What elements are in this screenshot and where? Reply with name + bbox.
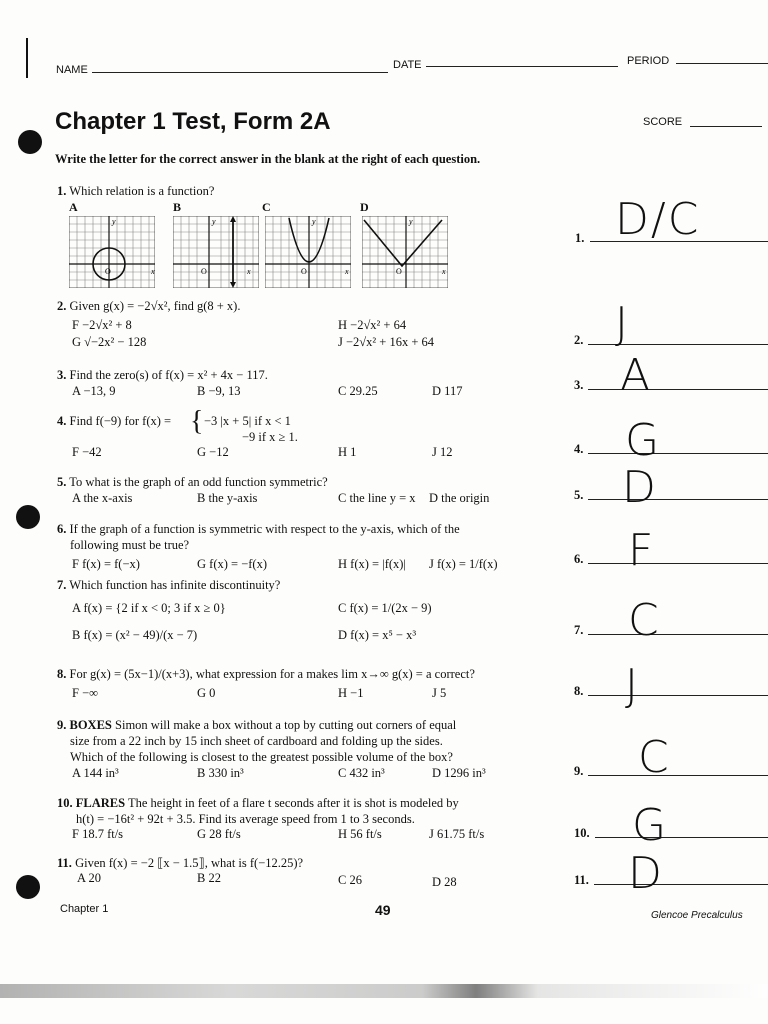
q8-option-f: F −∞ xyxy=(72,686,99,700)
answer-9-handwritten: C xyxy=(638,732,671,783)
q4-option-f: F −42 xyxy=(72,445,102,459)
answer-number-1: 1. xyxy=(575,231,585,245)
question-9-line-2: size from a 22 inch by 15 inch sheet of cardboard and folding up the sides. xyxy=(70,734,443,748)
footer-publisher: Glencoe Precalculus xyxy=(651,910,743,921)
answer-8-handwritten: J xyxy=(625,660,640,711)
q3-option-d: D 117 xyxy=(432,384,463,398)
date-label: DATE xyxy=(393,59,422,71)
q8-option-j: J 5 xyxy=(432,686,447,700)
graph-a-circle xyxy=(69,216,155,288)
graph-label-d: D xyxy=(360,200,369,214)
svg-text:O: O xyxy=(301,267,307,276)
graph-b-vertical-lines xyxy=(173,216,259,288)
svg-text:O: O xyxy=(105,267,111,276)
q9-option-b: B 330 in³ xyxy=(197,766,244,780)
svg-text:x: x xyxy=(345,267,349,276)
svg-text:y: y xyxy=(112,217,116,226)
svg-text:O: O xyxy=(396,267,402,276)
q8-option-h: H −1 xyxy=(338,686,364,700)
left-edge-mark xyxy=(26,38,28,78)
page-title: Chapter 1 Test, Form 2A xyxy=(55,108,331,135)
q7-option-a: A f(x) = {2 if x < 0; 3 if x ≥ 0} xyxy=(72,601,226,615)
answer-blank-3[interactable] xyxy=(588,389,768,390)
q4-piece-2: −9 if x ≥ 1. xyxy=(242,430,298,444)
q11-option-c: C 26 xyxy=(338,873,362,887)
q7-option-b: B f(x) = (x² − 49)/(x − 7) xyxy=(72,628,198,642)
question-6: 6. If the graph of a function is symmetric with respect to the y-axis, which of the xyxy=(57,522,460,536)
question-5: 5. To what is the graph of an odd function symmetric? xyxy=(57,475,328,489)
binder-hole-middle xyxy=(16,505,40,529)
q9-option-c: C 432 in³ xyxy=(338,766,385,780)
answer-blank-9[interactable] xyxy=(588,775,768,776)
svg-text:O: O xyxy=(201,267,207,276)
answer-number-6: 6. xyxy=(574,552,584,566)
q9-option-d: D 1296 in³ xyxy=(432,766,486,780)
q3-option-a: A −13, 9 xyxy=(72,384,116,398)
name-label: NAME xyxy=(56,64,88,76)
q2-option-j: J −2√x² + 16x + 64 xyxy=(338,335,434,349)
q11-option-b: B 22 xyxy=(197,871,221,885)
answer-blank-10[interactable] xyxy=(595,837,768,838)
scan-edge-shadow xyxy=(0,984,768,998)
answer-blank-7[interactable] xyxy=(588,634,768,635)
score-label: SCORE xyxy=(643,116,683,128)
piecewise-brace: { xyxy=(190,406,204,437)
answer-number-7: 7. xyxy=(574,623,584,637)
svg-text:x: x xyxy=(247,267,251,276)
q11-option-d: D 28 xyxy=(432,875,457,889)
q5-option-a: A the x-axis xyxy=(72,491,133,505)
q11-option-a: A 20 xyxy=(77,871,101,885)
q2-option-h: H −2√x² + 64 xyxy=(338,318,407,332)
q10-option-f: F 18.7 ft/s xyxy=(72,827,124,841)
q6-option-g: G f(x) = −f(x) xyxy=(197,557,267,571)
answer-4-handwritten: G xyxy=(625,415,662,466)
q9-option-a: A 144 in³ xyxy=(72,766,119,780)
answer-number-4: 4. xyxy=(574,442,584,456)
answer-number-9: 9. xyxy=(574,764,584,778)
q3-option-b: B −9, 13 xyxy=(197,384,241,398)
answer-number-2: 2. xyxy=(574,333,584,347)
q6-option-h: H f(x) = |f(x)| xyxy=(338,557,406,571)
question-11: 11. Given f(x) = −2 ⟦x − 1.5⟧, what is f(−12.25)? xyxy=(57,856,304,870)
svg-text:x: x xyxy=(442,267,446,276)
graph-label-a: A xyxy=(69,200,78,214)
svg-text:y: y xyxy=(409,217,413,226)
graph-label-b: B xyxy=(173,200,182,214)
question-8: 8. For g(x) = (5x−1)/(x+3), what expression for a makes lim x→∞ g(x) = a correct? xyxy=(57,667,475,681)
binder-hole-top xyxy=(18,130,42,154)
answer-5-handwritten: D xyxy=(622,462,658,513)
q7-option-d: D f(x) = x⁵ − x³ xyxy=(338,628,417,642)
footer-page-number: 49 xyxy=(375,902,391,918)
answer-6-handwritten: F xyxy=(628,525,656,576)
question-1: 1. Which relation is a function? xyxy=(57,184,215,198)
question-10: 10. FLARES The height in feet of a flare t seconds after it is shot is modeled by xyxy=(57,796,459,810)
answer-7-handwritten: C xyxy=(628,595,661,646)
answer-blank-6[interactable] xyxy=(588,563,768,564)
question-3: 3. Find the zero(s) of f(x) = x² + 4x − 117. xyxy=(57,368,268,382)
answer-number-8: 8. xyxy=(574,684,584,698)
graph-c-parabola xyxy=(265,216,351,288)
date-field[interactable] xyxy=(426,66,618,67)
q10-option-h: H 56 ft/s xyxy=(338,827,382,841)
question-2: 2. Given g(x) = −2√x², find g(8 + x). xyxy=(57,299,241,313)
q4-option-g: G −12 xyxy=(197,445,229,459)
q5-option-c: C the line y = x xyxy=(338,491,416,505)
question-9-line-3: Which of the following is closest to the greatest possible volume of the box? xyxy=(70,750,453,764)
question-4: 4. Find f(−9) for f(x) = xyxy=(57,414,172,428)
answer-blank-5[interactable] xyxy=(588,499,768,500)
q5-option-b: B the y-axis xyxy=(197,491,258,505)
answer-number-10: 10. xyxy=(574,826,590,840)
q6-option-j: J f(x) = 1/f(x) xyxy=(429,557,498,571)
footer-chapter: Chapter 1 xyxy=(60,903,109,915)
answer-10-handwritten: G xyxy=(632,800,669,851)
question-10-line-2: h(t) = −16t² + 92t + 3.5. Find its average speed from 1 to 3 seconds. xyxy=(76,812,415,826)
q4-piece-1: −3 |x + 5| if x < 1 xyxy=(204,414,291,428)
name-field[interactable] xyxy=(92,72,388,73)
q2-option-g: G √−2x² − 128 xyxy=(72,335,147,349)
svg-text:y: y xyxy=(312,217,316,226)
q3-option-c: C 29.25 xyxy=(338,384,378,398)
q6-option-f: F f(x) = f(−x) xyxy=(72,557,140,571)
period-label: PERIOD xyxy=(627,55,670,67)
q8-option-g: G 0 xyxy=(197,686,216,700)
q4-option-h: H 1 xyxy=(338,445,357,459)
answer-blank-4[interactable] xyxy=(588,453,768,454)
score-field[interactable] xyxy=(690,126,762,127)
svg-text:y: y xyxy=(212,217,216,226)
question-9: 9. BOXES Simon will make a box without a top by cutting out corners of equal xyxy=(57,718,457,732)
question-6-line-2: following must be true? xyxy=(70,538,190,552)
q10-option-g: G 28 ft/s xyxy=(197,827,241,841)
instructions: Write the letter for the correct answer in the blank at the right of each question. xyxy=(55,152,481,166)
answer-1-handwritten: D/C xyxy=(615,194,701,245)
answer-number-3: 3. xyxy=(574,378,584,392)
answer-number-5: 5. xyxy=(574,488,584,502)
answer-blank-8[interactable] xyxy=(588,695,768,696)
graph-d-absolute-value xyxy=(362,216,448,288)
q7-option-c: C f(x) = 1/(2x − 9) xyxy=(338,601,432,615)
answer-3-handwritten: A xyxy=(620,350,653,401)
question-7: 7. Which function has infinite discontinuity? xyxy=(57,578,281,592)
answer-number-11: 11. xyxy=(574,873,589,887)
answer-blank-11[interactable] xyxy=(594,884,768,885)
q5-option-d: D the origin xyxy=(429,491,490,505)
q4-option-j: J 12 xyxy=(432,445,453,459)
graph-label-c: C xyxy=(262,200,271,214)
answer-11-handwritten: D xyxy=(628,848,664,899)
q2-option-f: F −2√x² + 8 xyxy=(72,318,132,332)
binder-hole-bottom xyxy=(16,875,40,899)
q10-option-j: J 61.75 ft/s xyxy=(429,827,485,841)
period-field[interactable] xyxy=(676,63,768,64)
answer-2-handwritten: J xyxy=(615,298,630,349)
svg-text:x: x xyxy=(151,267,155,276)
